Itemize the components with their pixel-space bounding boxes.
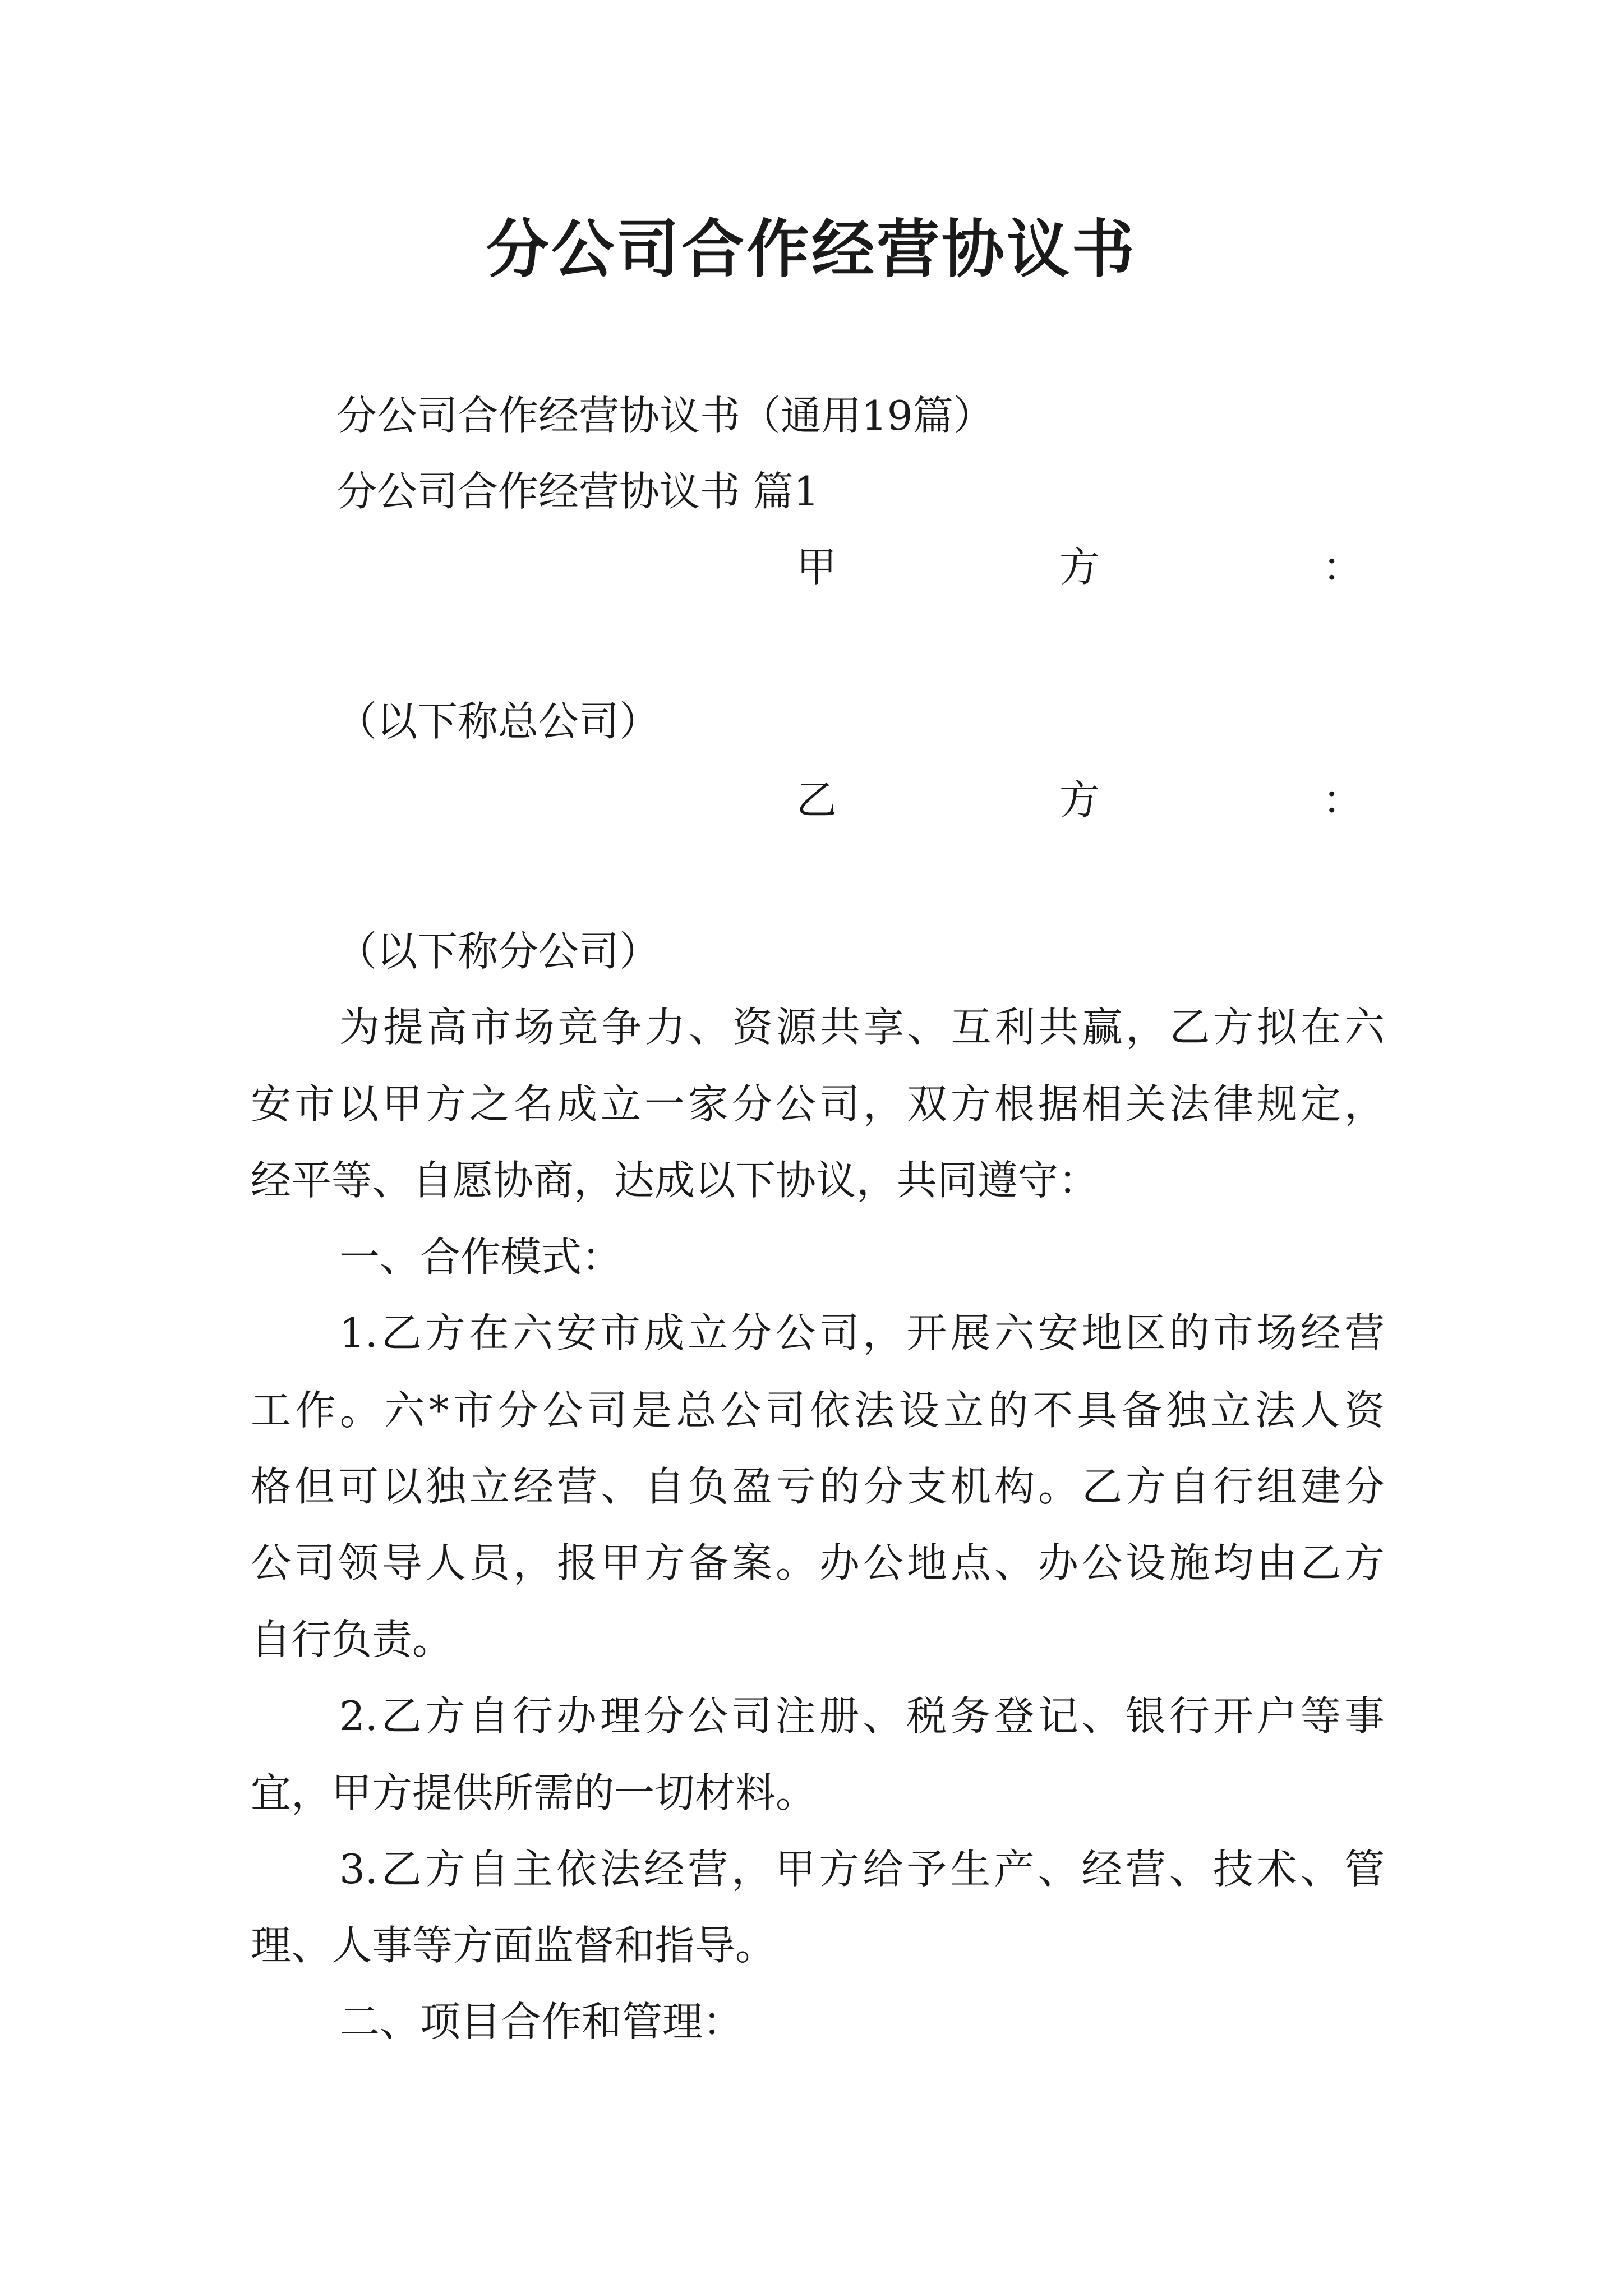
item-1-line-3: 格但可以独立经营、自负盈亏的分支机构。乙方自行组建分 bbox=[251, 1463, 1385, 1510]
document-subtitle: 分公司合作经营协议书（通用19篇） bbox=[336, 392, 994, 439]
party-b-line bbox=[796, 776, 1363, 823]
party-a-char-2: 方 bbox=[1059, 544, 1100, 591]
party-b-char-1: 乙 bbox=[796, 776, 837, 823]
item-1-line-5: 自行负责。 bbox=[251, 1616, 453, 1663]
party-a-colon: ： bbox=[1322, 544, 1363, 591]
item-1-line-4: 公司领导人员，报甲方备案。办公地点、办公设施均由乙方 bbox=[251, 1539, 1385, 1586]
section-heading: 分公司合作经营协议书 篇1 bbox=[336, 468, 819, 515]
item-3-line-2: 理、人事等方面监督和指导。 bbox=[251, 1922, 776, 1969]
item-1-line-1: 1.乙方在六安市成立分公司，开展六安地区的市场经营 bbox=[339, 1309, 1385, 1356]
party-a-note: （以下称总公司） bbox=[336, 698, 660, 745]
heading-project-cooperation: 二、项目合作和管理： bbox=[339, 1998, 744, 2045]
party-a-char-1: 甲 bbox=[796, 544, 837, 591]
intro-line-3: 经平等、自愿协商，达成以下协议，共同遵守： bbox=[251, 1157, 1099, 1204]
party-b-char-2: 方 bbox=[1059, 776, 1100, 823]
intro-line-1: 为提高市场竞争力、资源共享、互利共赢，乙方拟在六 bbox=[339, 1004, 1385, 1051]
item-2-line-1: 2.乙方自行办理分公司注册、税务登记、银行开户等事 bbox=[339, 1692, 1385, 1740]
party-b-colon: ： bbox=[1322, 776, 1363, 823]
intro-line-2: 安市以甲方之名成立一家分公司，双方根据相关法律规定， bbox=[251, 1080, 1385, 1128]
heading-cooperation-mode: 一、合作模式： bbox=[339, 1234, 623, 1281]
party-a-line bbox=[796, 544, 1363, 591]
item-1-line-2: 工作。六*市分公司是总公司依法设立的不具备独立法人资 bbox=[251, 1387, 1385, 1434]
document-title: 分公司合作经营协议书 bbox=[486, 213, 1137, 286]
item-2-line-2: 宜，甲方提供所需的一切材料。 bbox=[251, 1769, 817, 1816]
party-b-note: （以下称分公司） bbox=[336, 928, 660, 975]
item-3-line-1: 3.乙方自主依法经营，甲方给予生产、经营、技术、管 bbox=[339, 1846, 1385, 1893]
